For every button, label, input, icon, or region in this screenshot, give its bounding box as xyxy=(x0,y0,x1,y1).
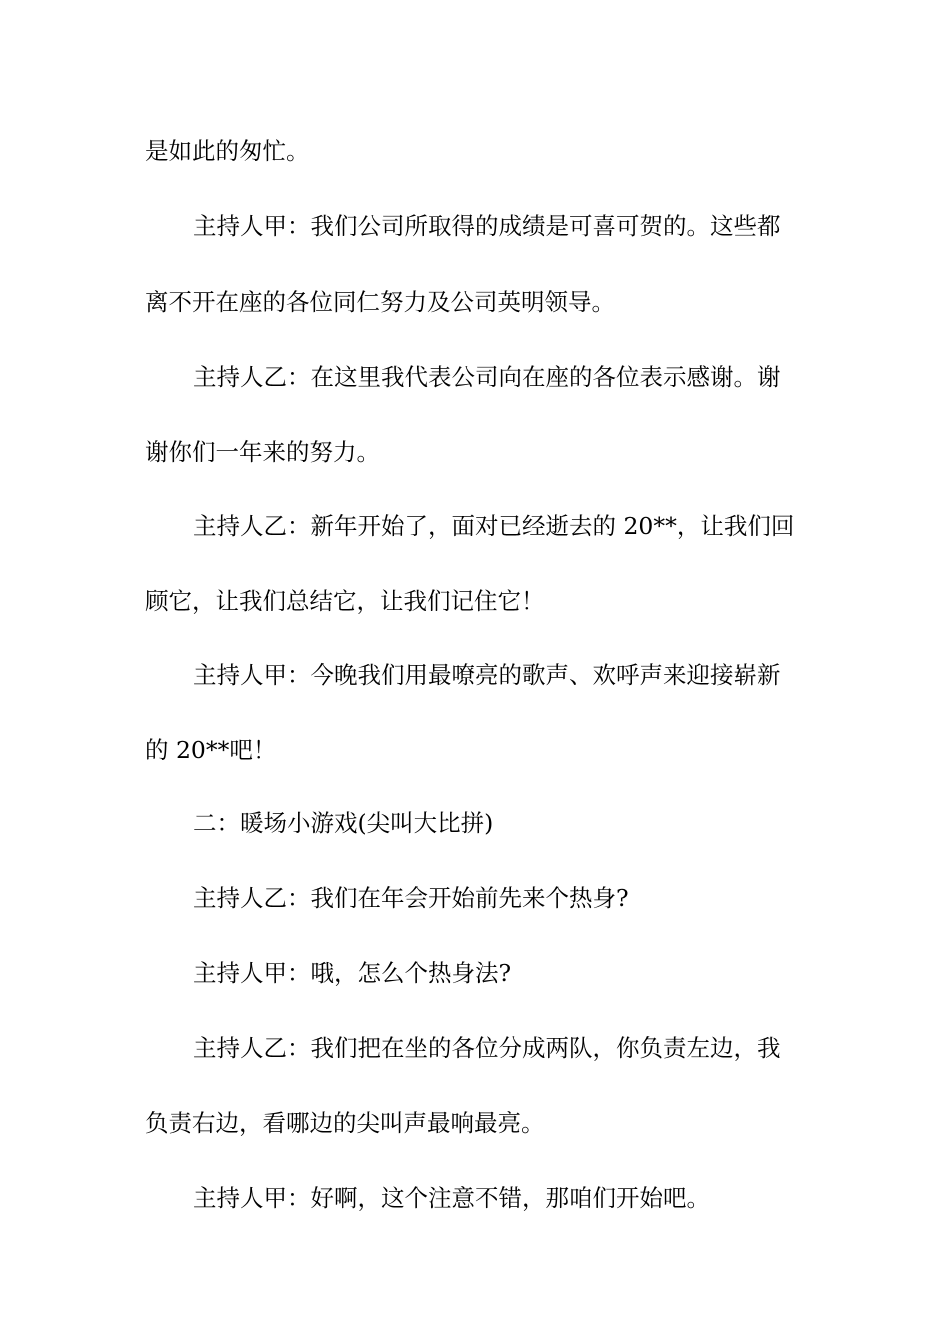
text-line-12: 主持人甲：哦，怎么个热身法? xyxy=(193,959,512,987)
text-line-14: 负责右边，看哪边的尖叫声最响最亮。 xyxy=(145,1109,545,1137)
text-line-13: 主持人乙：我们把在坐的各位分成两队，你负责左边，我 xyxy=(193,1034,781,1062)
text-line-11: 主持人乙：我们在年会开始前先来个热身? xyxy=(193,884,629,912)
text-line-9: 的 20**吧！ xyxy=(145,736,277,764)
text-line-4: 主持人乙：在这里我代表公司向在座的各位表示感谢。谢 xyxy=(193,363,781,391)
text-line-8: 主持人甲：今晚我们用最嘹亮的歌声、欢呼声来迎接崭新 xyxy=(193,661,781,689)
text-line-5: 谢你们一年来的努力。 xyxy=(145,438,380,466)
section-heading: 二：暖场小游戏(尖叫大比拼) xyxy=(193,809,494,837)
text-line-2: 主持人甲：我们公司所取得的成绩是可喜可贺的。这些都 xyxy=(193,212,781,240)
text-line-3: 离不开在座的各位同仁努力及公司英明领导。 xyxy=(145,288,615,316)
text-line-15: 主持人甲：好啊，这个注意不错，那咱们开始吧。 xyxy=(193,1184,710,1212)
text-line-7: 顾它，让我们总结它，让我们记住它！ xyxy=(145,587,545,615)
text-line-6: 主持人乙：新年开始了，面对已经逝去的 20**，让我们回 xyxy=(193,512,795,540)
text-line-1: 是如此的匆忙。 xyxy=(145,137,310,165)
